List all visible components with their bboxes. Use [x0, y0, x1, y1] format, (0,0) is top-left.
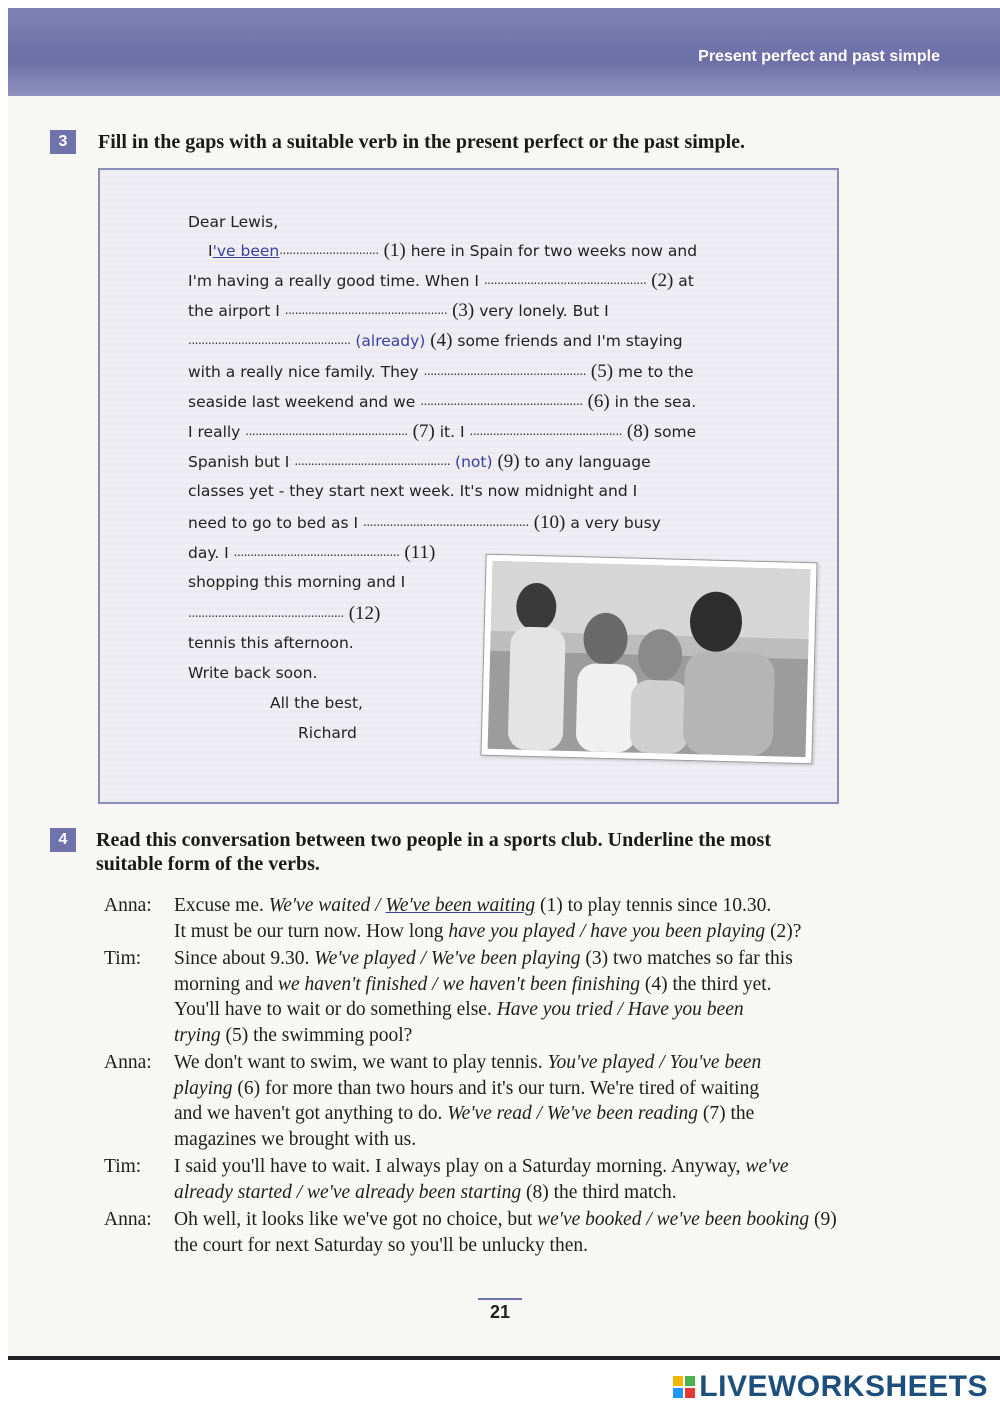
dialogue-text: Oh well, it looks like we've got no choice, but	[174, 1209, 538, 1230]
letter-line-1: I've been.............................. (1) here in Spain for two weeks now and	[208, 240, 698, 261]
exercise-3-instruction: Fill in the gaps with a suitable verb in the present perfect or the past simple.	[98, 131, 746, 153]
gap-9[interactable]: ...............................................	[294, 454, 451, 468]
answer-1-filled[interactable]: 've been	[212, 242, 280, 260]
exercise-3-number: 3	[50, 130, 76, 154]
dialogue-text: and we haven't got anything to do.	[174, 1103, 448, 1124]
dialogue-text: We don't want to swim, we want to play tennis.	[174, 1052, 548, 1073]
speaker-label: Anna:	[104, 895, 152, 916]
exercise-4-number: 4	[50, 828, 76, 852]
dialogue-text: (9)	[809, 1209, 837, 1230]
verb-choice[interactable]: we haven't finished / we haven't been finishing	[277, 973, 640, 995]
dialogue-line	[174, 1101, 904, 1127]
gap-3[interactable]: .................................................	[284, 303, 448, 317]
letter-line-9: classes yet - they start next week. It's now midnight and I	[188, 482, 638, 500]
dialogue-text: (8) the third match.	[521, 1181, 677, 1203]
verb-choice[interactable]: We've read / We've been reading	[447, 1103, 698, 1124]
letter-line-7: I really ................................................. (7) it. I .............................................. (8) some	[188, 421, 697, 442]
dialogue-line	[174, 893, 904, 919]
letter-line-5: with a really nice family. They ................................................. (5) me to the	[188, 361, 694, 382]
verb-choice[interactable]: trying	[174, 1024, 221, 1046]
dialogue-line	[174, 1207, 904, 1233]
gap-6[interactable]: .................................................	[420, 394, 583, 408]
textbook-page	[8, 8, 1000, 1360]
letter-line-13: ............................................... (12)	[188, 603, 381, 624]
brand-logo-icon	[673, 1376, 695, 1398]
dialogue-text: You'll have to wait or do something else.	[174, 999, 497, 1020]
gap-12[interactable]: ...............................................	[188, 606, 344, 620]
people-silhouette-image	[488, 561, 811, 757]
verb-choice[interactable]: We've waited /	[268, 895, 386, 916]
verb-choice-underlined[interactable]: We've been waiting	[385, 895, 536, 916]
exercise-4-instruction-line-1: Read this conversation between two people in a sports club. Underline the most	[96, 829, 771, 851]
dialogue-text: I said you'll have to wait. I always play on a Saturday morning. Anyway,	[174, 1156, 746, 1177]
dialogue-text: Excuse me.	[174, 895, 269, 916]
letter-line-6: seaside last weekend and we ................................................. (6) in the sea.	[188, 391, 697, 412]
letter-line-14: tennis this afternoon.	[188, 634, 354, 652]
letter-line-11: day. I .................................................. (11)	[188, 542, 436, 563]
letter-greeting: Dear Lewis,	[188, 213, 279, 231]
gap-5[interactable]: .................................................	[423, 364, 586, 378]
gap-11[interactable]: ..................................................	[233, 545, 400, 559]
dialogue-line	[174, 1233, 904, 1259]
dialogue-line	[174, 1076, 904, 1102]
speaker-label: Anna:	[104, 1052, 152, 1073]
dialogue-line	[174, 1154, 904, 1180]
letter-line-3: the airport I ................................................. (3) very lonely. But I	[188, 300, 609, 321]
letter-line-10: need to go to bed as I .................................................. (10) a very busy	[188, 512, 661, 533]
verb-choice[interactable]: Have you tried / Have you been	[496, 999, 744, 1020]
dialogue-text: (3) two matches so far this	[580, 948, 793, 969]
gap-7[interactable]: .................................................	[245, 424, 408, 438]
letter-line-2: I'm having a really good time. When I ................................................. (2) at	[188, 270, 694, 291]
letter-closing: All the best,	[270, 694, 363, 712]
verb-choice[interactable]: have you played / have you been playing	[448, 920, 766, 942]
dialogue-line	[174, 919, 904, 945]
dialogue-line	[174, 946, 904, 972]
gap-10[interactable]: ..................................................	[363, 515, 529, 529]
letter-signature: Richard	[298, 724, 357, 742]
dialogue-text: magazines we brought with us.	[174, 1128, 417, 1150]
letter-line-15: Write back soon.	[188, 664, 318, 682]
dialogue-line	[174, 1180, 904, 1206]
verb-choice[interactable]: playing	[174, 1077, 233, 1099]
speaker-label: Tim:	[104, 948, 142, 969]
gap-4[interactable]: .................................................	[188, 333, 351, 347]
speaker-label: Anna:	[104, 1209, 152, 1230]
dialogue-text: (2)?	[765, 920, 802, 942]
dialogue-line	[174, 972, 904, 998]
dialogue-line	[174, 1023, 904, 1049]
dialogue-text: (4) the third yet.	[639, 973, 772, 995]
dialogue-text: (1) to play tennis since 10.30.	[535, 895, 772, 916]
dialogue-line	[174, 1050, 904, 1076]
verb-choice[interactable]: You've played / You've been	[547, 1052, 762, 1073]
gap-8[interactable]: ..............................................	[469, 424, 622, 438]
verb-choice[interactable]: we've booked / we've been booking	[537, 1209, 810, 1230]
dialogue-line	[174, 1127, 904, 1153]
verb-choice[interactable]: already started / we've already been starting	[174, 1181, 522, 1203]
brand-name: LIVEWORKSHEETS	[699, 1370, 988, 1403]
dialogue-text: (5) the swimming pool?	[220, 1024, 413, 1046]
dialogue-text: the court for next Saturday so you'll be unlucky then.	[174, 1234, 589, 1256]
speaker-label: Tim:	[104, 1156, 142, 1177]
page-number: 21	[478, 1298, 522, 1323]
dialogue-line	[174, 997, 904, 1023]
letter-line-12: shopping this morning and I	[188, 573, 406, 591]
letter-line-4: ................................................. (already) (4) some friends and I'm staying	[188, 330, 683, 351]
dialogue-text: (6) for more than two hours and it's our turn. We're tired of waiting	[232, 1077, 760, 1099]
dialogue-text: Since about 9.30.	[174, 948, 315, 969]
verb-choice[interactable]: we've	[745, 1156, 789, 1177]
liveworksheets-brand	[673, 1370, 988, 1404]
exercise-4-instruction-line-2: suitable form of the verbs.	[96, 853, 320, 875]
gap-2[interactable]: .................................................	[483, 273, 647, 287]
header-band	[8, 8, 1000, 96]
letter-line-8: Spanish but I ............................................... (not) (9) to any language	[188, 451, 651, 472]
dialogue-text: morning and	[174, 973, 278, 995]
photo-friends-beach	[480, 554, 817, 765]
dialogue-text: It must be our turn now. How long	[174, 920, 449, 942]
verb-choice[interactable]: We've played / We've been playing	[314, 948, 581, 969]
dialogue-text: (7) the	[697, 1103, 755, 1124]
section-title: Present perfect and past simple	[698, 48, 940, 65]
